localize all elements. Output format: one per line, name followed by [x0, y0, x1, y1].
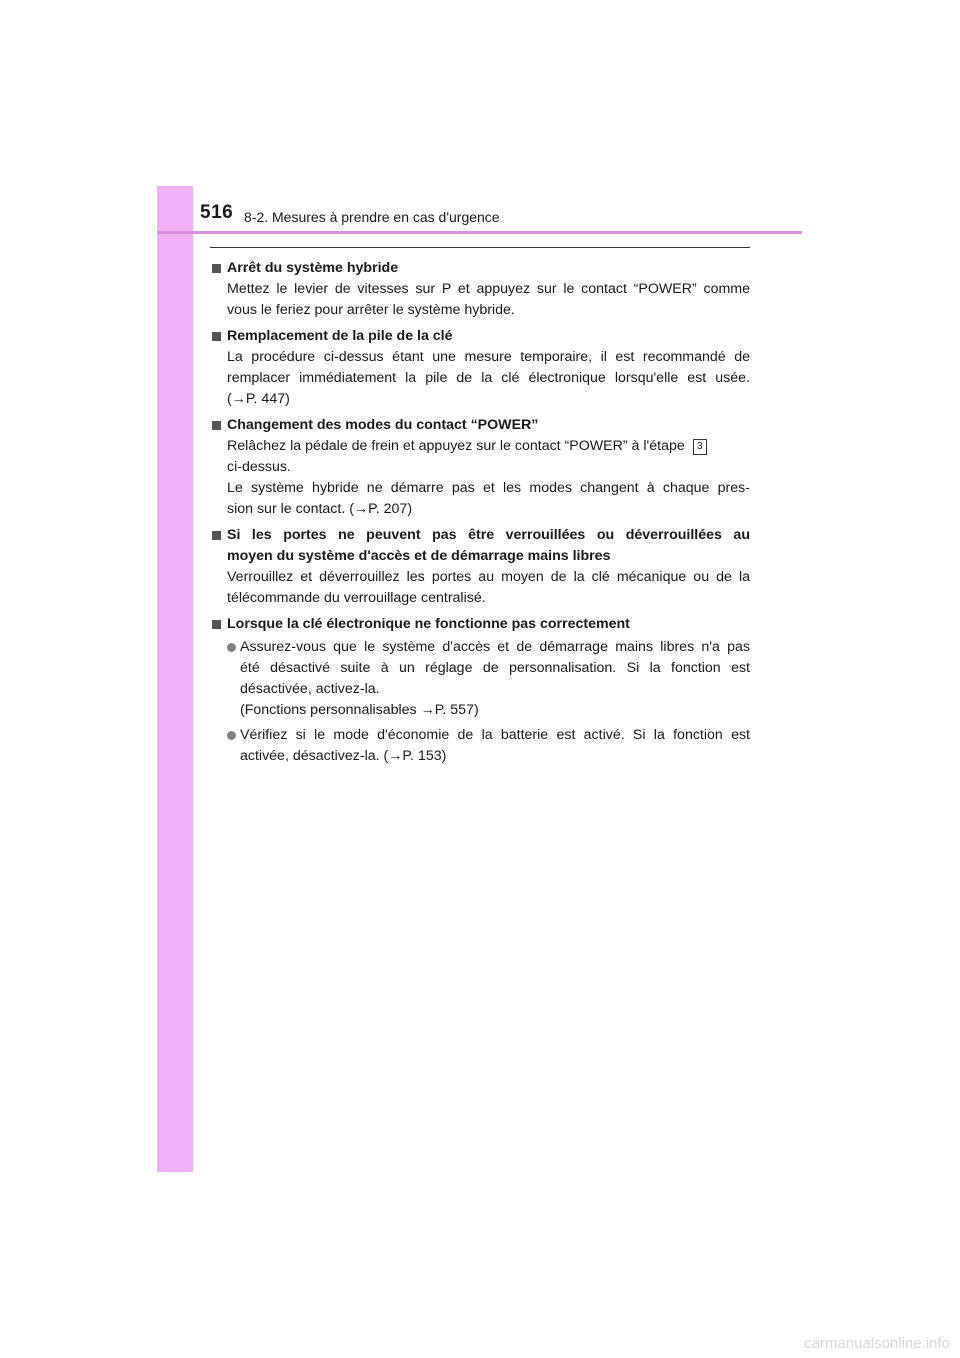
- square-bullet-icon: [212, 332, 221, 341]
- item-heading: Changement des modes du contact “POWER”: [227, 417, 539, 433]
- header-rule: [157, 231, 802, 234]
- text-line: désactivée, activez-la.: [240, 681, 380, 697]
- text-line: sion sur le contact. (→P. 207): [227, 501, 413, 517]
- text-line: activée, désactivez-la. (→P. 153): [240, 748, 447, 764]
- text-line: remplacer immédiatement la pile de la clé électronique lorsqu'elle est usée.: [227, 370, 750, 386]
- item-doors-lock: [210, 525, 750, 609]
- text-line: Le système hybride ne démarre pas et les modes changent à chaque pres-: [227, 480, 750, 496]
- item-heading: moyen du système d'accès et de démarrage mains libres: [227, 548, 611, 564]
- square-bullet-icon: [212, 264, 221, 273]
- square-bullet-icon: [212, 620, 221, 629]
- text-line: télécommande du verrouillage centralisé.: [227, 590, 486, 606]
- circle-bullet-icon: [227, 731, 236, 740]
- square-bullet-icon: [212, 421, 221, 430]
- item-key-not-working: [210, 614, 750, 767]
- bullet-item: [227, 637, 750, 721]
- text-line: ci-dessus.: [227, 459, 291, 475]
- item-heading: Lorsque la clé électronique ne fonctionne pas correctement: [227, 616, 630, 632]
- item-key-battery: [210, 326, 750, 410]
- text-line: (Fonctions personnalisables →P. 557): [240, 702, 479, 718]
- square-bullet-icon: [212, 531, 221, 540]
- item-heading: Arrêt du système hybride: [227, 260, 399, 276]
- page-reference: (→P. 447): [227, 391, 290, 407]
- text-line: été désactivé suite à un réglage de personnalisation. Si la fonction est: [240, 660, 750, 676]
- text-line: Assurez-vous que le système d'accès et de démarrage mains libres n'a pas: [240, 639, 750, 655]
- side-color-bar: [157, 186, 193, 1172]
- text-line: Mettez le levier de vitesses sur P et appuyez sur le contact “POWER” comme: [227, 281, 750, 297]
- item-heading: Remplacement de la pile de la clé: [227, 328, 453, 344]
- watermark: carmanualsonline.info: [804, 1335, 950, 1352]
- item-power-modes: [210, 415, 750, 520]
- item-hybrid-stop: [210, 258, 750, 321]
- text-line: Relâchez la pédale de frein et appuyez sur le contact “POWER” à l'étape: [227, 438, 685, 454]
- text-line: Verrouillez et déverrouillez les portes au moyen de la clé mécanique ou de la: [227, 569, 750, 585]
- step-number-box: 3: [693, 439, 707, 455]
- content-body: [210, 258, 750, 772]
- circle-bullet-icon: [227, 643, 236, 652]
- text-line: Vérifiez si le mode d'économie de la batterie est activé. Si la fonction est: [240, 727, 750, 743]
- page-number: 516: [200, 202, 234, 223]
- text-line: La procédure ci-dessus étant une mesure temporaire, il est recommandé de: [227, 349, 750, 365]
- content-divider: [210, 247, 750, 248]
- section-title: 8-2. Mesures à prendre en cas d'urgence: [244, 209, 500, 225]
- bullet-item: [227, 725, 750, 767]
- text-line: vous le feriez pour arrêter le système hybride.: [227, 302, 515, 318]
- item-heading: Si les portes ne peuvent pas être verrouillées ou déverrouillées au: [227, 527, 750, 543]
